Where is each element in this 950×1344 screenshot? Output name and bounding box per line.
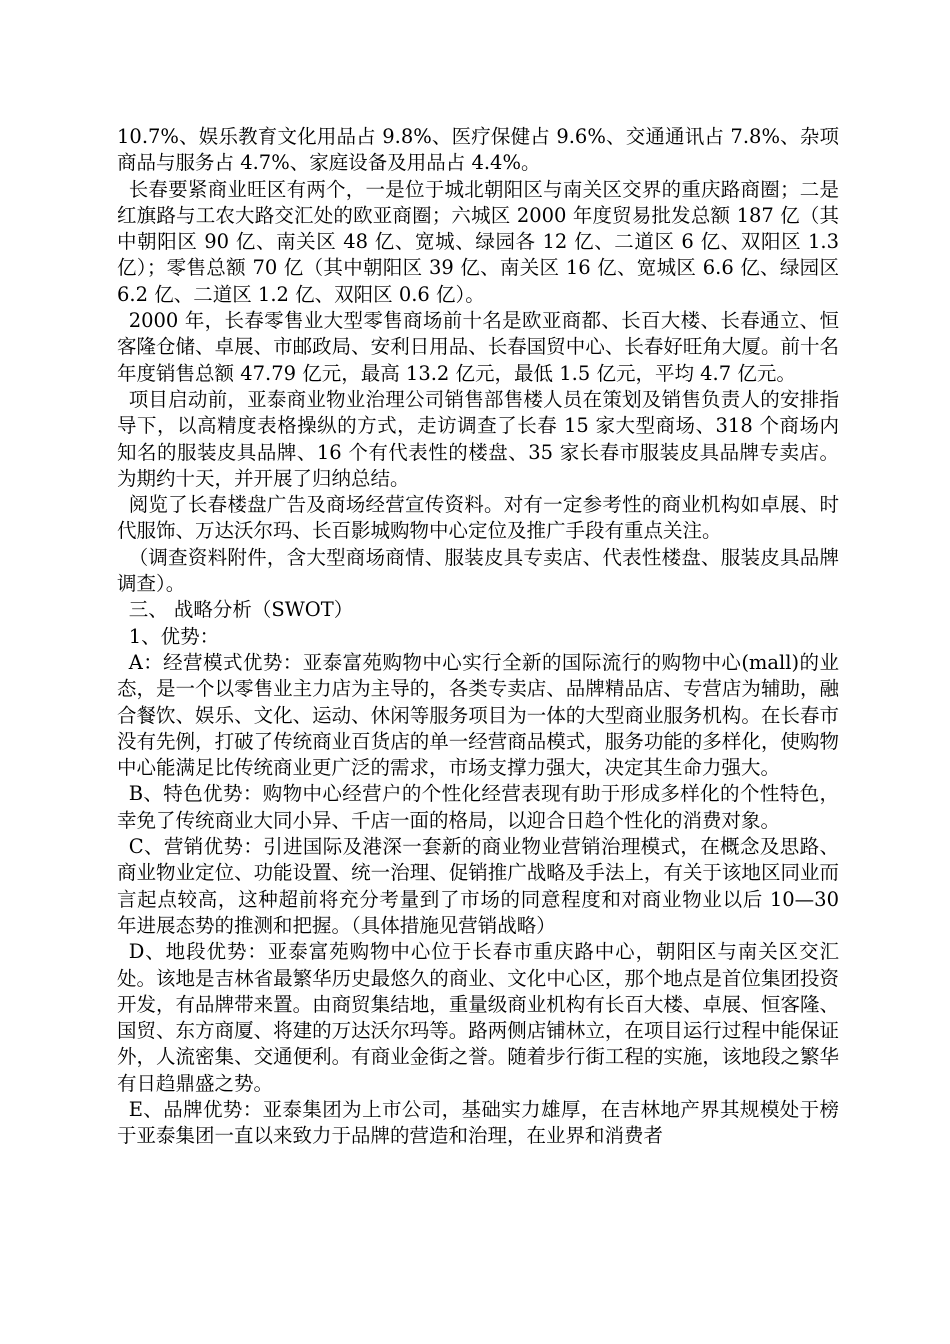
paragraph-survey-appendix: （调查资料附件，含大型商场商情、服装皮具专卖店、代表性楼盘、服装皮具品牌调查）。 (117, 545, 839, 596)
paragraph-market-survey: 项目启动前，亚泰商业物业治理公司销售部售楼人员在策划及销售负责人的安排指导下，以高精度表格操纵的方式，走访调查了长春 15 家大型商场、318 个商场内知名的服装皮具品牌、16 个有代表性的楼盘、35 家长春市服装皮具品牌专卖店。为期约十天，并开展了归纳总结。 (117, 387, 839, 490)
paragraph-strength-features: B、特色优势：购物中心经营户的个性化经营表现有助于形成多样化的个性特色，幸免了传统商业大同小异、千店一面的格局，以迎合日趋个性化的消费对象。 (117, 782, 839, 832)
document-body (117, 124, 839, 1150)
paragraph-strength-brand: E、品牌优势：亚泰集团为上市公司，基础实力雄厚，在吉林地产界其规模处于榜于亚泰集团一直以来致力于品牌的营造和治理，在业界和消费者 (117, 1097, 839, 1148)
subheading-strengths: 1、优势： (128, 624, 220, 648)
paragraph-strength-business-model: A：经营模式优势：亚泰富苑购物中心实行全新的国际流行的购物中心(mall)的业态，是一个以零售业主力店为主导的，各类专卖店、品牌精品店、专营店为辅助，融合餐饮、娱乐、文化、运动、休闲等服务项目为一体的大型商业服务机构。在长春市没有先例，打破了传统商业百货店的单一经营商品模式，服务功能的多样化，使购物中心能满足比传统商业更广泛的需求，市场支撑力强大，决定其生命力强大。 (117, 650, 839, 780)
paragraph-consumption-breakdown: 10.7%、娱乐教育文化用品占 9.8%、医疗保健占 9.6%、交通通讯占 7.8%、杂项商品与服务占 4.7%、家庭设备及用品占 4.4%。 (117, 125, 839, 175)
section-heading-swot: 三、 战略分析（SWOT） (128, 598, 354, 622)
paragraph-top-ten-retailers: 2000 年，长春零售业大型零售商场前十名是欧亚商都、长百大楼、长春通立、恒客隆仓储、卓展、市邮政局、安利日用品、长春国贸中心、长春好旺角大厦。前十名年度销售总额 47.79 亿元，最高 13.2 亿元，最低 1.5 亿元，平均 4.7 亿元。 (117, 309, 839, 385)
paragraph-commercial-districts: 长春要紧商业旺区有两个，一是位于城北朝阳区与南关区交界的重庆路商圈；二是红旗路与工农大路交汇处的欧亚商圈；六城区 2000 年度贸易批发总额 187 亿（其中朝阳区 90 亿、南关区 48 亿、宽城、绿园各 12 亿、二道区 6 亿、双阳区 1.3 亿）；零售总额 70 亿（其中朝阳区 39 亿、南关区 16 亿、宽城区 6.6 亿、绿园区 6.2 亿、二道区 1.2 亿、双阳区 0.6 亿）。 (117, 177, 839, 306)
paragraph-advertising-review: 阅览了长春楼盘广告及商场经营宣传资料。对有一定参考性的商业机构如卓展、时代服饰、万达沃尔玛、长百影城购物中心定位及推广手段有重点关注。 (117, 493, 839, 543)
paragraph-strength-location: D、地段优势：亚泰富苑购物中心位于长春市重庆路中心，朝阳区与南关区交汇处。该地是吉林省最繁华历史最悠久的商业、文化中心区，那个地点是首位集团投资开发，有品牌带来置。由商贸集结地，重量级商业机构有长百大楼、卓展、恒客隆、国贸、东方商厦、将建的万达沃尔玛等。路两侧店铺林立，在项目运行过程中能保证外，人流密集、交通便利。有商业金街之誉。随着步行街工程的实施，该地段之繁华有日趋鼎盛之势。 (117, 940, 839, 1095)
paragraph-strength-marketing: C、营销优势：引进国际及港深一套新的商业物业营销治理模式，在概念及思路、商业物业定位、功能设置、统一治理、促销推广战略及手法上，有关于该地区同业而言起点较高，这种超前将充分考量到了市场的同意程度和对商业物业以后 10—30 年进展态势的推测和把握。（具体措施见营销战略） (117, 835, 839, 937)
